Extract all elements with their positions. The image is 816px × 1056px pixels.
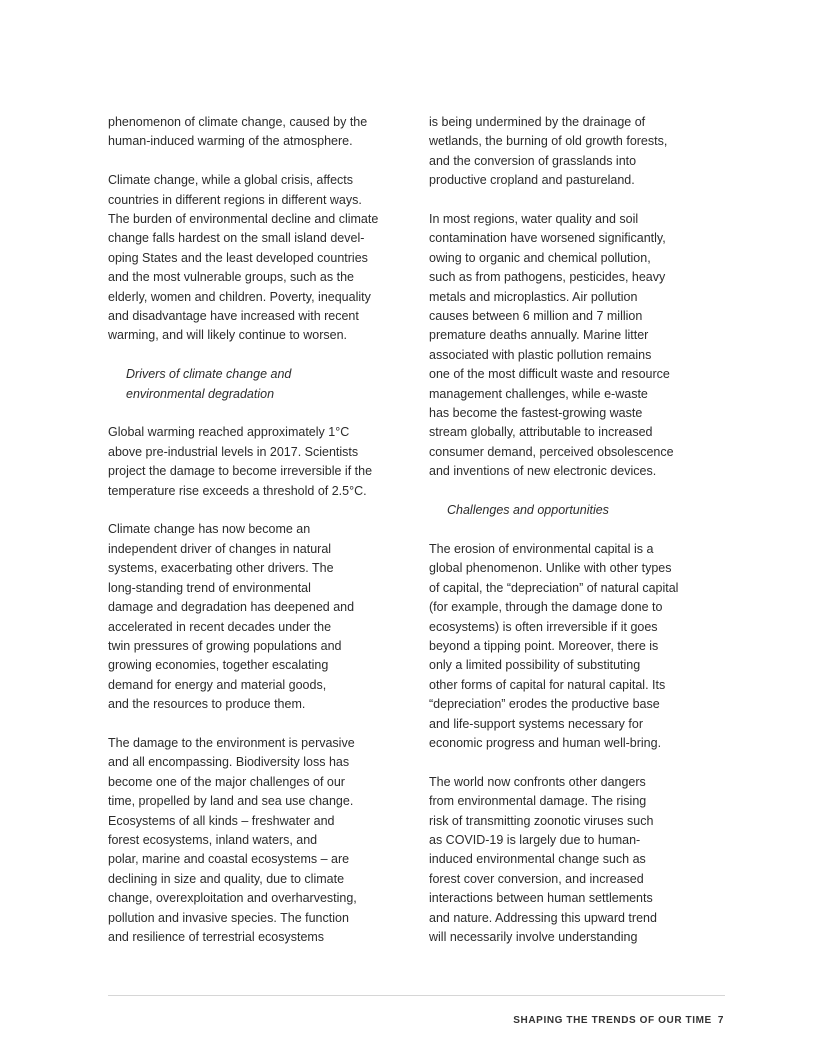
paragraph <box>108 113 408 152</box>
right-column <box>429 113 729 947</box>
text-line: associated with plastic pollution remains <box>429 347 652 362</box>
text-line: independent driver of changes in natural <box>108 541 332 556</box>
text-line: twin pressures of growing populations and <box>108 638 342 653</box>
text-line: long-standing trend of environmental <box>108 580 311 595</box>
text-line: consumer demand, perceived obsolescence <box>429 444 674 459</box>
footer-divider <box>108 995 725 996</box>
text-line: change, overexploitation and overharvesting, <box>108 891 357 906</box>
text-line: oping States and the least developed countries <box>108 250 368 265</box>
text-line: change falls hardest on the small island devel- <box>108 231 365 246</box>
left-column <box>108 113 408 947</box>
text-line: ecosystems) is often irreversible if it goes <box>429 619 658 634</box>
paragraph <box>108 734 408 947</box>
text-line: stream globally, attributable to increased <box>429 425 653 440</box>
text-line: productive cropland and pastureland. <box>429 173 635 188</box>
text-line: economic progress and human well-bring. <box>429 735 662 750</box>
text-line: and the conversion of grasslands into <box>429 153 637 168</box>
text-line: from environmental damage. The rising <box>429 794 647 809</box>
text-line: Global warming reached approximately 1°C <box>108 425 350 440</box>
text-line: and nature. Addressing this upward trend <box>429 910 657 925</box>
text-line: pollution and invasive species. The function <box>108 910 349 925</box>
text-line: contamination have worsened significantly, <box>429 231 666 246</box>
text-line: such as from pathogens, pesticides, heavy <box>429 270 666 285</box>
paragraph <box>429 113 729 191</box>
text-line: metals and microplastics. Air pollution <box>429 289 638 304</box>
text-line: and resilience of terrestrial ecosystems <box>108 929 325 944</box>
text-line: countries in different regions in different ways. <box>108 192 362 207</box>
text-line: management challenges, while e-waste <box>429 386 648 401</box>
text-line: and inventions of new electronic devices. <box>429 464 657 479</box>
text-line: forest ecosystems, inland waters, and <box>108 832 318 847</box>
text-line: interactions between human settlements <box>429 891 653 906</box>
text-line: The damage to the environment is pervasive <box>108 735 355 750</box>
text-line: risk of transmitting zoonotic viruses such <box>429 813 654 828</box>
text-line: one of the most difficult waste and resource <box>429 367 670 382</box>
text-line: elderly, women and children. Poverty, inequality <box>108 289 371 304</box>
page-number: 7 <box>717 1015 724 1026</box>
text-line: wetlands, the burning of old growth forests, <box>429 134 668 149</box>
text-line: In most regions, water quality and soil <box>429 212 639 227</box>
text-line: temperature rise exceeds a threshold of 2.5°C. <box>108 483 367 498</box>
text-line: warming, and will likely continue to worsen. <box>108 328 347 343</box>
text-line: project the damage to become irreversible if the <box>108 464 373 479</box>
text-line: and disadvantage have increased with recent <box>108 309 359 324</box>
text-line: beyond a tipping point. Moreover, there is <box>429 638 659 653</box>
text-line: and the resources to produce them. <box>108 697 306 712</box>
text-line: above pre-industrial levels in 2017. Scientists <box>108 444 359 459</box>
text-line: The burden of environmental decline and climate <box>108 212 379 227</box>
text-line: polar, marine and coastal ecosystems – are <box>108 852 350 867</box>
section-subheading <box>429 501 729 520</box>
paragraph <box>108 423 408 501</box>
section-subheading <box>108 365 408 404</box>
paragraph <box>429 210 729 482</box>
text-line: forest cover conversion, and increased <box>429 871 644 886</box>
subheading-line: Drivers of climate change and <box>126 367 292 382</box>
text-line: induced environmental change such as <box>429 852 646 867</box>
text-line: is being undermined by the drainage of <box>429 115 646 129</box>
text-line: of capital, the “depreciation” of natural capital <box>429 580 679 595</box>
text-line: owing to organic and chemical pollution, <box>429 250 651 265</box>
text-line: Climate change has now become an <box>108 522 311 537</box>
text-line: demand for energy and material goods, <box>108 677 327 692</box>
text-line: premature deaths annually. Marine litter <box>429 328 649 343</box>
text-line: and life-support systems necessary for <box>429 716 643 731</box>
text-line: Climate change, while a global crisis, affects <box>108 173 354 188</box>
text-line: accelerated in recent decades under the <box>108 619 332 634</box>
text-line: and the most vulnerable groups, such as the <box>108 270 354 285</box>
text-line: “depreciation” erodes the productive base <box>429 697 660 712</box>
paragraph <box>108 171 408 346</box>
subheading-line: environmental degradation <box>126 386 275 401</box>
text-line: and all encompassing. Biodiversity loss has <box>108 755 350 770</box>
text-line: growing economies, together escalating <box>108 658 329 673</box>
text-line: time, propelled by land and sea use change. <box>108 794 354 809</box>
text-line: has become the fastest-growing waste <box>429 406 643 421</box>
paragraph <box>108 520 408 714</box>
text-line: as COVID-19 is largely due to human- <box>429 832 641 847</box>
text-line: other forms of capital for natural capital. Its <box>429 677 666 692</box>
text-line: only a limited possibility of substituting <box>429 658 641 673</box>
text-line: human-induced warming of the atmosphere. <box>108 134 353 149</box>
text-line: phenomenon of climate change, caused by the <box>108 115 368 129</box>
text-line: The world now confronts other dangers <box>429 774 646 789</box>
paragraph <box>429 773 729 948</box>
text-line: The erosion of environmental capital is a <box>429 541 654 556</box>
text-line: causes between 6 million and 7 million <box>429 309 643 324</box>
text-line: damage and degradation has deepened and <box>108 600 355 615</box>
subheading-line: Challenges and opportunities <box>447 503 609 518</box>
text-line: Ecosystems of all kinds – freshwater and <box>108 813 335 828</box>
text-line: declining in size and quality, due to climate <box>108 871 345 886</box>
text-line: (for example, through the damage done to <box>429 600 663 615</box>
text-line: will necessarily involve understanding <box>429 930 638 944</box>
footer-title: SHAPING THE TRENDS OF OUR TIME <box>513 1015 712 1026</box>
text-line: global phenomenon. Unlike with other types <box>429 561 672 576</box>
text-line: become one of the major challenges of our <box>108 774 345 789</box>
text-line: systems, exacerbating other drivers. The <box>108 561 334 576</box>
paragraph <box>429 540 729 753</box>
page-footer <box>513 1015 724 1026</box>
